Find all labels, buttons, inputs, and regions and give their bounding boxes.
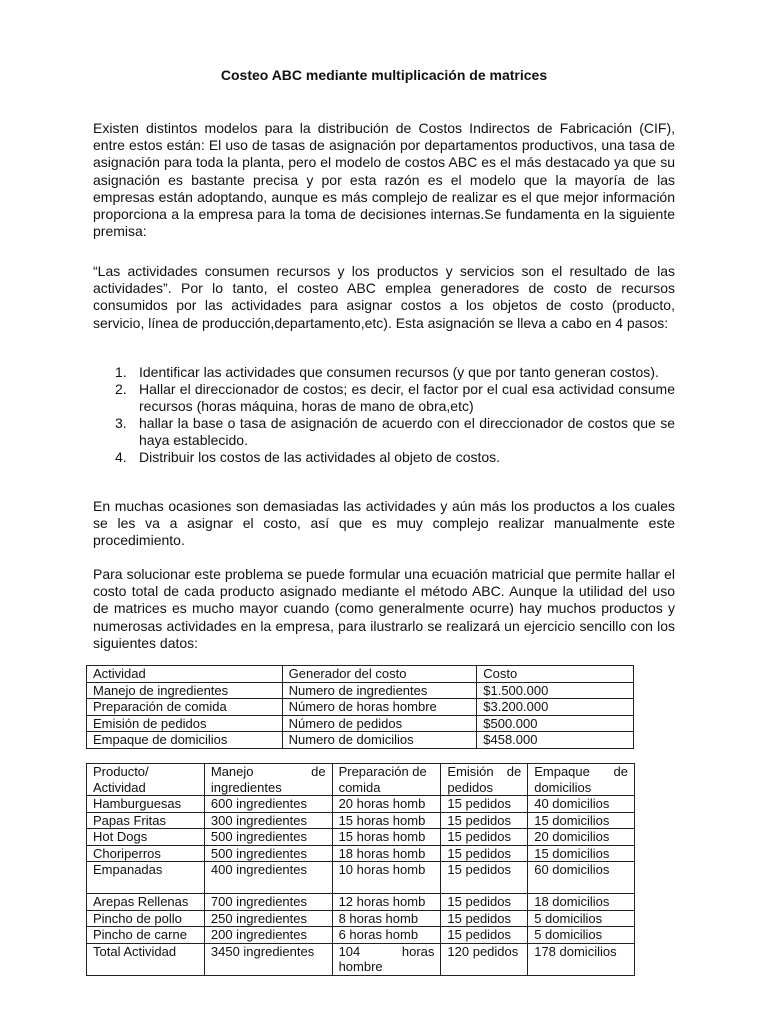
table-cell: 5 domicilios [528, 910, 635, 927]
table-header-row [87, 764, 635, 796]
table-cell: 12 horas homb [332, 894, 441, 911]
table-row [87, 699, 634, 716]
table-cell: Pincho de carne [87, 927, 205, 944]
table-cell: 40 domicilios [528, 796, 635, 813]
list-item: 3. hallar la base o tasa de asignación de acuerdo con el direccionador de costos que se haya establecido. [115, 415, 675, 448]
table-cell: 15 pedidos [441, 812, 528, 829]
table-row [87, 894, 635, 911]
table-row [87, 732, 634, 749]
list-item: 2. Hallar el direccionador de costos; es decir, el factor por el cual esa actividad consume recursos (horas máquina, horas de mano de obra,etc) [115, 381, 675, 414]
table-cell: 500 ingredientes [204, 845, 332, 862]
paragraph-solution: Para solucionar este problema se puede formular una ecuación matricial que permite hallar el costo total de cada producto asignado mediante el método ABC. Aunque la utilidad del uso de matrices es mucho mayor cuando (como generalmente ocurre) hay muchos productos y numerosas actividades en la empresa, para ilustrarlo se realizará un ejercicio sencillo con los siguientes datos: [93, 566, 675, 651]
table-header-cell: Emisión de pedidos [441, 764, 528, 796]
table-header-cell: Preparación de comida [332, 764, 441, 796]
table-row [87, 796, 635, 813]
table-cell: 400 ingredientes [204, 862, 332, 894]
table-cell: 15 pedidos [441, 910, 528, 927]
table-row [87, 715, 634, 732]
table-cell: 60 domicilios [528, 862, 635, 894]
paragraph-complexity: En muchas ocasiones son demasiadas las actividades y aún más los productos a los cuales se les va a asignar el costo, así que es muy complejo realizar manualmente este procedimiento. [93, 498, 675, 549]
list-item: 4. Distribuir los costos de las actividades al objeto de costos. [115, 449, 501, 465]
table-header-cell: Costo [477, 666, 634, 683]
table-cell: Empanadas [87, 862, 205, 894]
table-header-cell: Actividad [87, 666, 283, 683]
table-row [87, 845, 635, 862]
paragraph-premise: “Las actividades consumen recursos y los productos y servicios son el resultado de las actividades”. Por lo tanto, el costeo ABC emplea generadores de costo de recursos consumidos por las actividades para asignar costos a los objetos de costo (producto, servicio, línea de producción,departamento,etc). Esta asignación se lleva a cabo en 4 pasos: [93, 263, 675, 331]
table-cell: 15 pedidos [441, 927, 528, 944]
table-cell: 10 horas homb [332, 862, 441, 894]
table-cell: 15 domicilios [528, 845, 635, 862]
paragraph-intro: Existen distintos modelos para la distribución de Costos Indirectos de Fabricación (CIF), entre estos están: El uso de tasas de asignación por departamentos productivos, una tasa de asignación para toda la planta, pero el modelo de costos ABC es el más destacado ya que su asignación es bastante precisa y por esta razón es el modelo que la mayoría de las empresas están adoptando, aunque es más complejo de realizar es el que mejor información proporciona a la empresa para la toma de decisiones internas.Se fundamenta en la siguiente premisa: [93, 120, 675, 240]
table-header-cell: Generador del costo [282, 666, 477, 683]
table-cell: 20 horas homb [332, 796, 441, 813]
table-cell: 300 ingredientes [204, 812, 332, 829]
table-cell: $3.200.000 [477, 699, 634, 716]
table-cell: 178 domicilios [528, 943, 635, 975]
table-row [87, 910, 635, 927]
table-cell: $500.000 [477, 715, 634, 732]
table-cell: Arepas Rellenas [87, 894, 205, 911]
table-cell: Choriperros [87, 845, 205, 862]
activities-table [86, 665, 634, 749]
table-cell: 200 ingredientes [204, 927, 332, 944]
table-cell: 600 ingredientes [204, 796, 332, 813]
table-cell: 250 ingredientes [204, 910, 332, 927]
table-cell: Número de horas hombre [282, 699, 477, 716]
table-row [87, 829, 635, 846]
table-cell: Total Actividad [87, 943, 205, 975]
table-cell: Emisión de pedidos [87, 715, 283, 732]
table-cell: 20 domicilios [528, 829, 635, 846]
table-row [87, 927, 635, 944]
table-cell: Manejo de ingredientes [87, 682, 283, 699]
table-cell: Pincho de pollo [87, 910, 205, 927]
table-cell: 18 horas homb [332, 845, 441, 862]
table-cell: Numero de domicilios [282, 732, 477, 749]
table-cell: 5 domicilios [528, 927, 635, 944]
table-total-row [87, 943, 635, 975]
table-cell: 15 pedidos [441, 829, 528, 846]
table-cell: 700 ingredientes [204, 894, 332, 911]
table-header-cell: Manejo de ingredientes [204, 764, 332, 796]
steps-list [93, 364, 675, 466]
list-item: 1. Identificar las actividades que consumen recursos (y que por tanto generan costos). [115, 364, 659, 380]
table-row [87, 862, 635, 894]
table-cell: $1.500.000 [477, 682, 634, 699]
table-cell: 15 domicilios [528, 812, 635, 829]
table-cell: 3450 ingredientes [204, 943, 332, 975]
table-cell: 104 horas hombre [332, 943, 441, 975]
table-cell: 15 pedidos [441, 796, 528, 813]
table-cell: 15 pedidos [441, 845, 528, 862]
table-cell: Numero de ingredientes [282, 682, 477, 699]
table-row [87, 682, 634, 699]
table-cell: 8 horas homb [332, 910, 441, 927]
table-header-cell: Producto/ Actividad [87, 764, 205, 796]
table-cell: 6 horas homb [332, 927, 441, 944]
table-cell: $458.000 [477, 732, 634, 749]
table-cell: 18 domicilios [528, 894, 635, 911]
products-table [86, 763, 635, 976]
table-header-cell: Empaque de domicilios [528, 764, 635, 796]
table-cell: Papas Fritas [87, 812, 205, 829]
table-cell: 15 horas homb [332, 829, 441, 846]
table-header-row [87, 666, 634, 683]
table-cell: 120 pedidos [441, 943, 528, 975]
table-cell: 500 ingredientes [204, 829, 332, 846]
table-cell: Hot Dogs [87, 829, 205, 846]
document-title: Costeo ABC mediante multiplicación de matrices [220, 67, 548, 83]
table-cell: Preparación de comida [87, 699, 283, 716]
table-cell: Número de pedidos [282, 715, 477, 732]
table-cell: Empaque de domicilios [87, 732, 283, 749]
table-cell: 15 pedidos [441, 862, 528, 894]
table-cell: 15 pedidos [441, 894, 528, 911]
table-cell: 15 horas homb [332, 812, 441, 829]
table-row [87, 812, 635, 829]
table-cell: Hamburguesas [87, 796, 205, 813]
